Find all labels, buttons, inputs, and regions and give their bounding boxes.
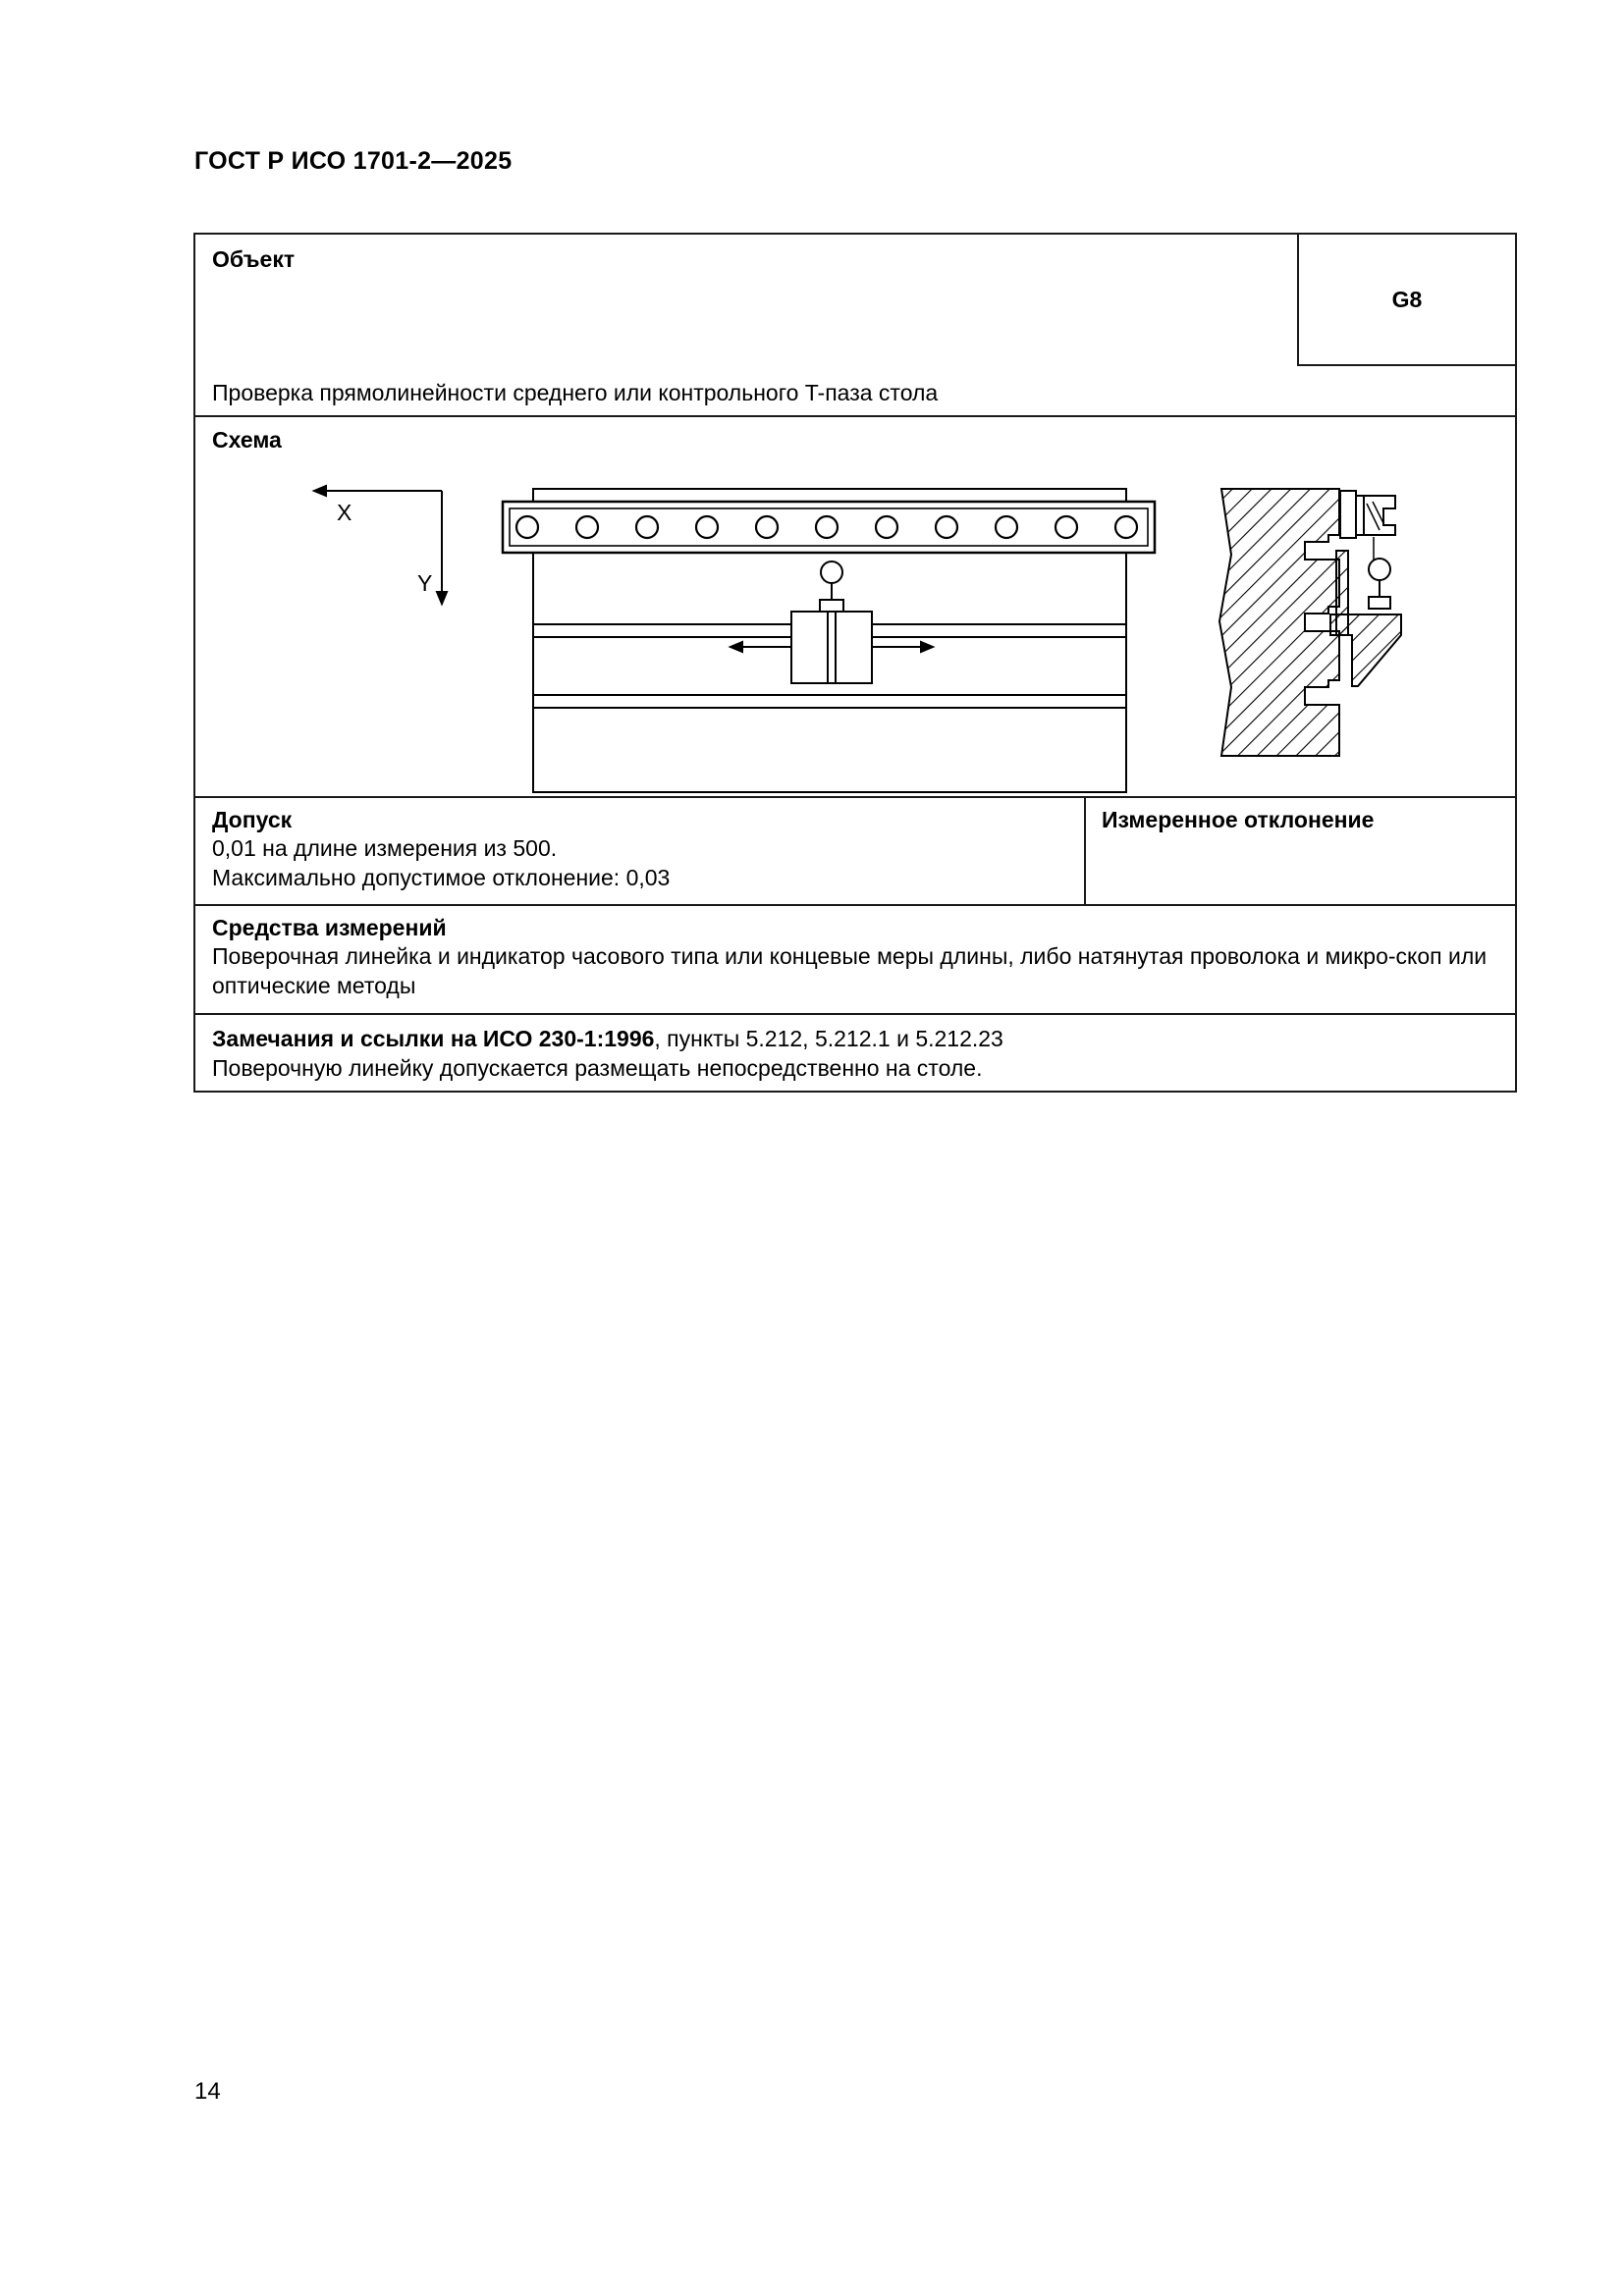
indicator-carriage [791,612,872,683]
straightedge [503,502,1155,553]
document-header: ГОСТ Р ИСО 1701-2—2025 [194,147,513,175]
notes-row [195,1013,1515,1091]
table-side-section [1219,489,1401,756]
check-table [193,233,1517,1093]
tolerance-line-1: 0,01 на длине измерения из 500. [212,835,558,861]
check-code: G8 [1297,235,1515,366]
measured-deviation-label: Измеренное отклонение [1102,807,1375,832]
object-description: Проверка прямолинейности среднего или контрольного T-паза стола [212,380,939,405]
axis-y-label: Y [417,570,433,596]
dial-indicator [820,561,843,612]
notes-references: , пункты 5.212, 5.212.1 и 5.212.23 [654,1026,1003,1051]
scheme-diagram [195,417,1515,796]
measuring-means-row [195,904,1515,1013]
object-row [195,235,1515,415]
tolerance-label: Допуск [212,807,293,832]
tolerance-cell [195,798,1086,904]
measuring-means-text: Поверочная линейка и индикатор часового типа или концевые меры длины, либо натянутая проволока и микро-скоп или оптические методы [212,943,1488,998]
notes-label: Замечания и ссылки на ИСО 230-1:1996 [212,1026,655,1051]
page-number: 14 [194,2078,221,2105]
tolerance-row [195,796,1515,904]
scheme-row [195,415,1515,796]
notes-text: Поверочную линейку допускается размещать непосредственно на столе. [212,1055,983,1081]
tolerance-line-2: Максимально допустимое отклонение: 0,03 [212,865,671,890]
measured-deviation-cell [1086,798,1515,904]
measuring-means-label: Средства измерений [212,915,447,940]
object-label: Объект [212,246,296,272]
axis-x-label: X [337,500,352,525]
scheme-label: Схема [212,427,282,453]
